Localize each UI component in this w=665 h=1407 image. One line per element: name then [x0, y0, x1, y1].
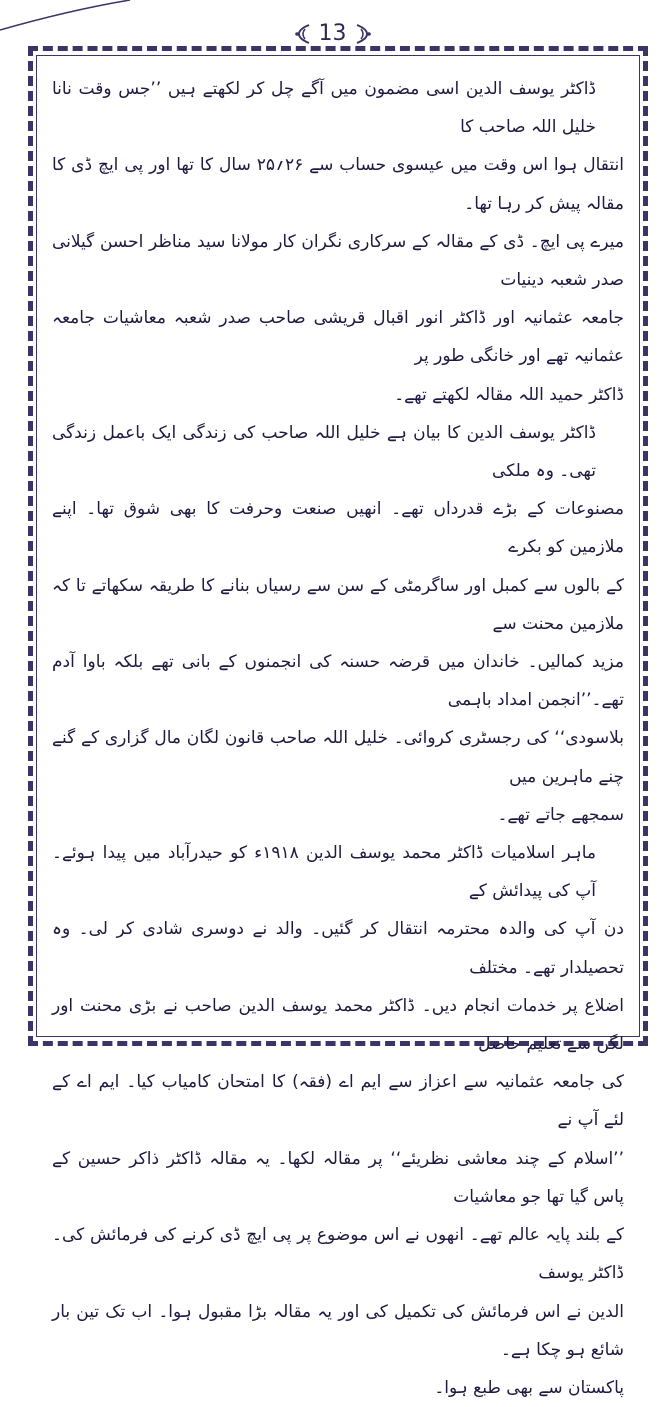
page-content [52, 70, 624, 1407]
text-line: کی جامعہ عثمانیہ سے اعزاز سے ایم اے (فقہ) کا امتحان کامیاب کیا۔ ایم اے کے لئے آپ نے [52, 1072, 624, 1131]
text-line: سمجھے جاتے تھے۔ [497, 804, 624, 825]
paragraph-3 [52, 834, 624, 1407]
text-line: دن آپ کی والدہ محترمہ انتقال کر گئیں۔ والد نے دوسری شادی کر لی۔ وہ تحصیلدار تھے۔ مختلف [52, 919, 624, 978]
ornament-left-icon [295, 23, 311, 45]
text-line: کے بلند پایہ عالم تھے۔ انھوں نے اس موضوع پر پی ایچ ڈی کرنے کی فرمائش کی۔ ڈاکٹر یوسف [52, 1225, 624, 1284]
text-line: مزید کمالیں۔ خاندان میں قرضہ حسنہ کی انجمنوں کے بانی تھے بلکہ باوا آدم تھے۔’’انجمن امداد باہمی [52, 652, 624, 711]
text-line: ماہر اسلامیات ڈاکٹر محمد یوسف الدین ۱۹۱۸ء کو حیدرآباد میں پیدا ہوئے۔ آپ کی پیدائش کے [52, 843, 596, 902]
text-line: انتقال ہوا اس وقت میں عیسوی حساب سے ۲۶؍۲۵ سال کا تھا اور پی ایچ ڈی کا مقالہ پیش کر رہا تھا۔ [52, 155, 624, 214]
text-line: میرے پی ایچ۔ ڈی کے مقالہ کے سرکاری نگران کار مولانا سید مناظر احسن گیلانی صدر شعبہ دینیات [52, 231, 624, 291]
text-line: جامعہ عثمانیہ اور ڈاکٹر انور اقبال قریشی صاحب صدر شعبہ معاشیات جامعہ عثمانیہ تھے اور خانگی طور پر [52, 308, 624, 367]
paragraph-1 [52, 70, 624, 414]
text-line: الدین نے اس فرمائش کی تکمیل کی اور یہ مقالہ بڑا مقبول ہوا۔ اب تک تین بار شائع ہو چکا ہے۔ [52, 1301, 624, 1360]
text-line: ڈاکٹر یوسف الدین اسی مضمون میں آگے چل کر لکھتے ہیں ’’جس وقت نانا خلیل اللہ صاحب کا [52, 79, 596, 138]
text-line: کے بالوں سے کمبل اور ساگرمٹی کے سن سے رسیاں بنانے کا طریقہ سکھاتے تا کہ ملازمین محنت سے [52, 575, 624, 634]
page-number: 13 [318, 21, 347, 46]
ornament-right-icon [355, 23, 371, 45]
text-line: اضلاع پر خدمات انجام دیں۔ ڈاکٹر محمد یوسف الدین صاحب نے بڑی محنت اور لگن سے تعلیم حاصل [52, 995, 624, 1055]
text-line: پاکستان سے بھی طبع ہوا۔ [434, 1377, 624, 1398]
text-line: ’’اسلام کے چند معاشی نظریئے‘‘ پر مقالہ لکھا۔ یہ مقالہ ڈاکٹر ذاکر حسین کے پاس گیا تھا جو معاشیات [52, 1148, 624, 1207]
text-line: ڈاکٹر حمید اللہ مقالہ لکھتے تھے۔ [394, 384, 624, 405]
text-line: مصنوعات کے بڑے قدرداں تھے۔ انھیں صنعت وحرفت کا بھی شوق تھا۔ اپنے ملازمین کو بکرے [52, 499, 624, 558]
paragraph-2 [52, 414, 624, 834]
text-line: بلاسودی‘‘ کی رجسٹری کروائی۔ خلیل اللہ صاحب قانون لگان مال گزاری کے گنے چنے ماہرین میں [52, 728, 624, 787]
text-line: ڈاکٹر یوسف الدین کا بیان ہے خلیل اللہ صاحب کی زندگی ایک باعمل زندگی تھی۔ وہ ملکی [52, 422, 596, 482]
